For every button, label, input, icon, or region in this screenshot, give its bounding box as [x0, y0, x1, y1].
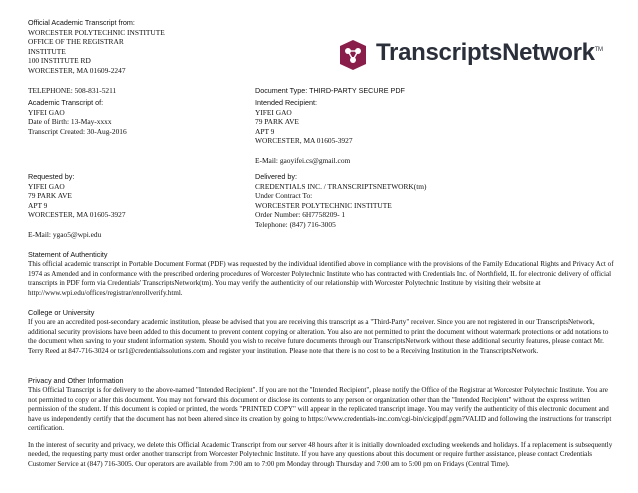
requested-by-line: APT 9: [28, 200, 48, 210]
logo-wordmark: [376, 39, 603, 67]
college-or-university: [28, 308, 618, 356]
recipient-line: YIFEI GAO: [255, 107, 292, 117]
logo-text: TranscriptsNetwork: [376, 39, 595, 66]
recipient-line: 79 PARK AVE: [255, 117, 299, 127]
recipient-line: WORCESTER, MA 01605-3927: [255, 136, 353, 146]
from-line: WORCESTER POLYTECHNIC INSTITUTE: [28, 27, 165, 37]
requested-by-line: 79 PARK AVE: [28, 191, 72, 201]
logo-trademark: TM: [594, 47, 603, 53]
delivered-by-line: Telephone: (847) 716-3005: [255, 219, 336, 229]
section-body: This official academic transcript in Portable Document Format (PDF) was requested by the individual identified above in compliance with the provisions of the Family Educational Rights and Privacy Act of 1974 as Amended and in conformance with the prescribed ordering procedures of Worcester Polytechnic Institute who has contracted with Credentials Inc. of Northfield, IL for electronic delivery of official transcripts in PDF form via Credentials' TranscriptsNetwork(tm). You may verify the authenticity of our relationship with Worcester Polytechnic Institute by visiting their website at http://www.wpi.edu/offices/registrar/enrollverify.html.: [28, 260, 614, 297]
transcripts-network-logo-icon: [336, 38, 370, 72]
delivered-by-line: Under Contract To:: [255, 191, 313, 201]
delivered-by-line: CREDENTIALS INC. / TRANSCRIPTSNETWORK(tm): [255, 181, 427, 191]
from-line: OFFICE OF THE REGISTRAR: [28, 37, 124, 47]
recipient-email: E-Mail: gaoyifei.cs@gmail.com: [255, 155, 351, 165]
requested-by-line: WORCESTER, MA 01605-3927: [28, 210, 126, 220]
transcript-of-block: [28, 98, 127, 136]
section-title: College or University: [28, 308, 95, 317]
section-body: This Official Transcript is for delivery to the above-named "Intended Recipient". If you are not the "Intended Recipient", please notify the Office of the Registrar at Worcester Polytechnic Institute. You are not permitted to copy or alter this document. You may not forward this document or disclose its contents to any person or organization other than the "Intended Recipient" without the express written permission of the student. If this document is copied or printed, the words "PRINTED COPY" will appear in the replicated transcript image. You may verify the authenticity of this electronic document and have us independently certify that the document has not been altered since its creation by going to https://www.credentials-inc.com/cgi-bin/cicgipdf.pgm?VALID and following the instructions for transcript certification.: [28, 386, 612, 432]
delivered-by-line: WORCESTER POLYTECHNIC INSTITUTE: [255, 200, 392, 210]
recipient-line: APT 9: [255, 126, 275, 136]
delivered-by-label: Delivered by:: [255, 172, 297, 181]
from-line: 100 INSTITUTE RD: [28, 56, 91, 66]
statement-of-authenticity: [28, 250, 618, 298]
telephone-text: TELEPHONE: 508-831-5211: [28, 86, 117, 95]
transcripts-network-logo: [336, 38, 603, 72]
requested-by-email: E-Mail: ygao5@wpi.edu: [28, 229, 102, 239]
intended-recipient-block: [255, 98, 353, 165]
transcript-of-line: Date of Birth: 13-May-xxxx: [28, 117, 112, 127]
requested-by-label: Requested by:: [28, 172, 75, 181]
transcript-of-line: Transcript Created: 30-Aug-2016: [28, 126, 127, 136]
privacy-and-other-information: [28, 376, 618, 469]
transcript-of-label: Academic Transcript of:: [28, 98, 104, 107]
document-type: [255, 86, 405, 96]
document-type-text: Document Type: THIRD-PARTY SECURE PDF: [255, 86, 405, 95]
delivered-by-line: Order Number: 6H7758209- 1: [255, 210, 346, 220]
telephone: [28, 86, 116, 96]
section-body: In the interest of security and privacy, we delete this Official Academic Transcript from our server 48 hours after it is initially downloaded excluding weekends and holidays. If a replacement is subsequently needed, the requesting party must order another transcript from Worcester Polytechnic Institute. If you have any questions about this document or require further assistance, please contact Credentials Customer Service at (847) 716-3005. Our operators are available from 7:00 am to 7:00 pm Monday through Thursday and 7:00 am to 5:00 pm on Fridays (Central Time).: [28, 440, 613, 468]
from-block: [28, 18, 165, 76]
section-title: Statement of Authenticity: [28, 250, 108, 259]
from-label: Official Academic Transcript from:: [28, 18, 135, 27]
requested-by-block: [28, 172, 126, 239]
delivered-by-block: [255, 172, 427, 230]
section-body: If you are an accredited post-secondary academic institution, please be advised that you are receiving this transcript as a "Third-Party" receiver. Since you are not registered in our TranscriptsNetwork, additional security provisions have been added to this document to prevent content copying or alteration. You also are not permitted to print the document without watermark protections or add notations to the document when saving to your student information system. Should you wish to receive future documents through our TranscriptsNetwork without these additional security features, please contact Mr. Terry Reed at 847-716-3024 or tsr1@credentialssolutions.com and register your institution. Please note that there is no cost to be a Receiving Institution in the TranscriptsNetwork.: [28, 318, 609, 355]
requested-by-line: YIFEI GAO: [28, 181, 65, 191]
from-line: WORCESTER, MA 01609-2247: [28, 65, 126, 75]
transcript-of-line: YIFEI GAO: [28, 107, 65, 117]
intended-recipient-label: Intended Recipient:: [255, 98, 317, 107]
from-line: INSTITUTE: [28, 46, 66, 56]
section-title: Privacy and Other Information: [28, 376, 124, 385]
